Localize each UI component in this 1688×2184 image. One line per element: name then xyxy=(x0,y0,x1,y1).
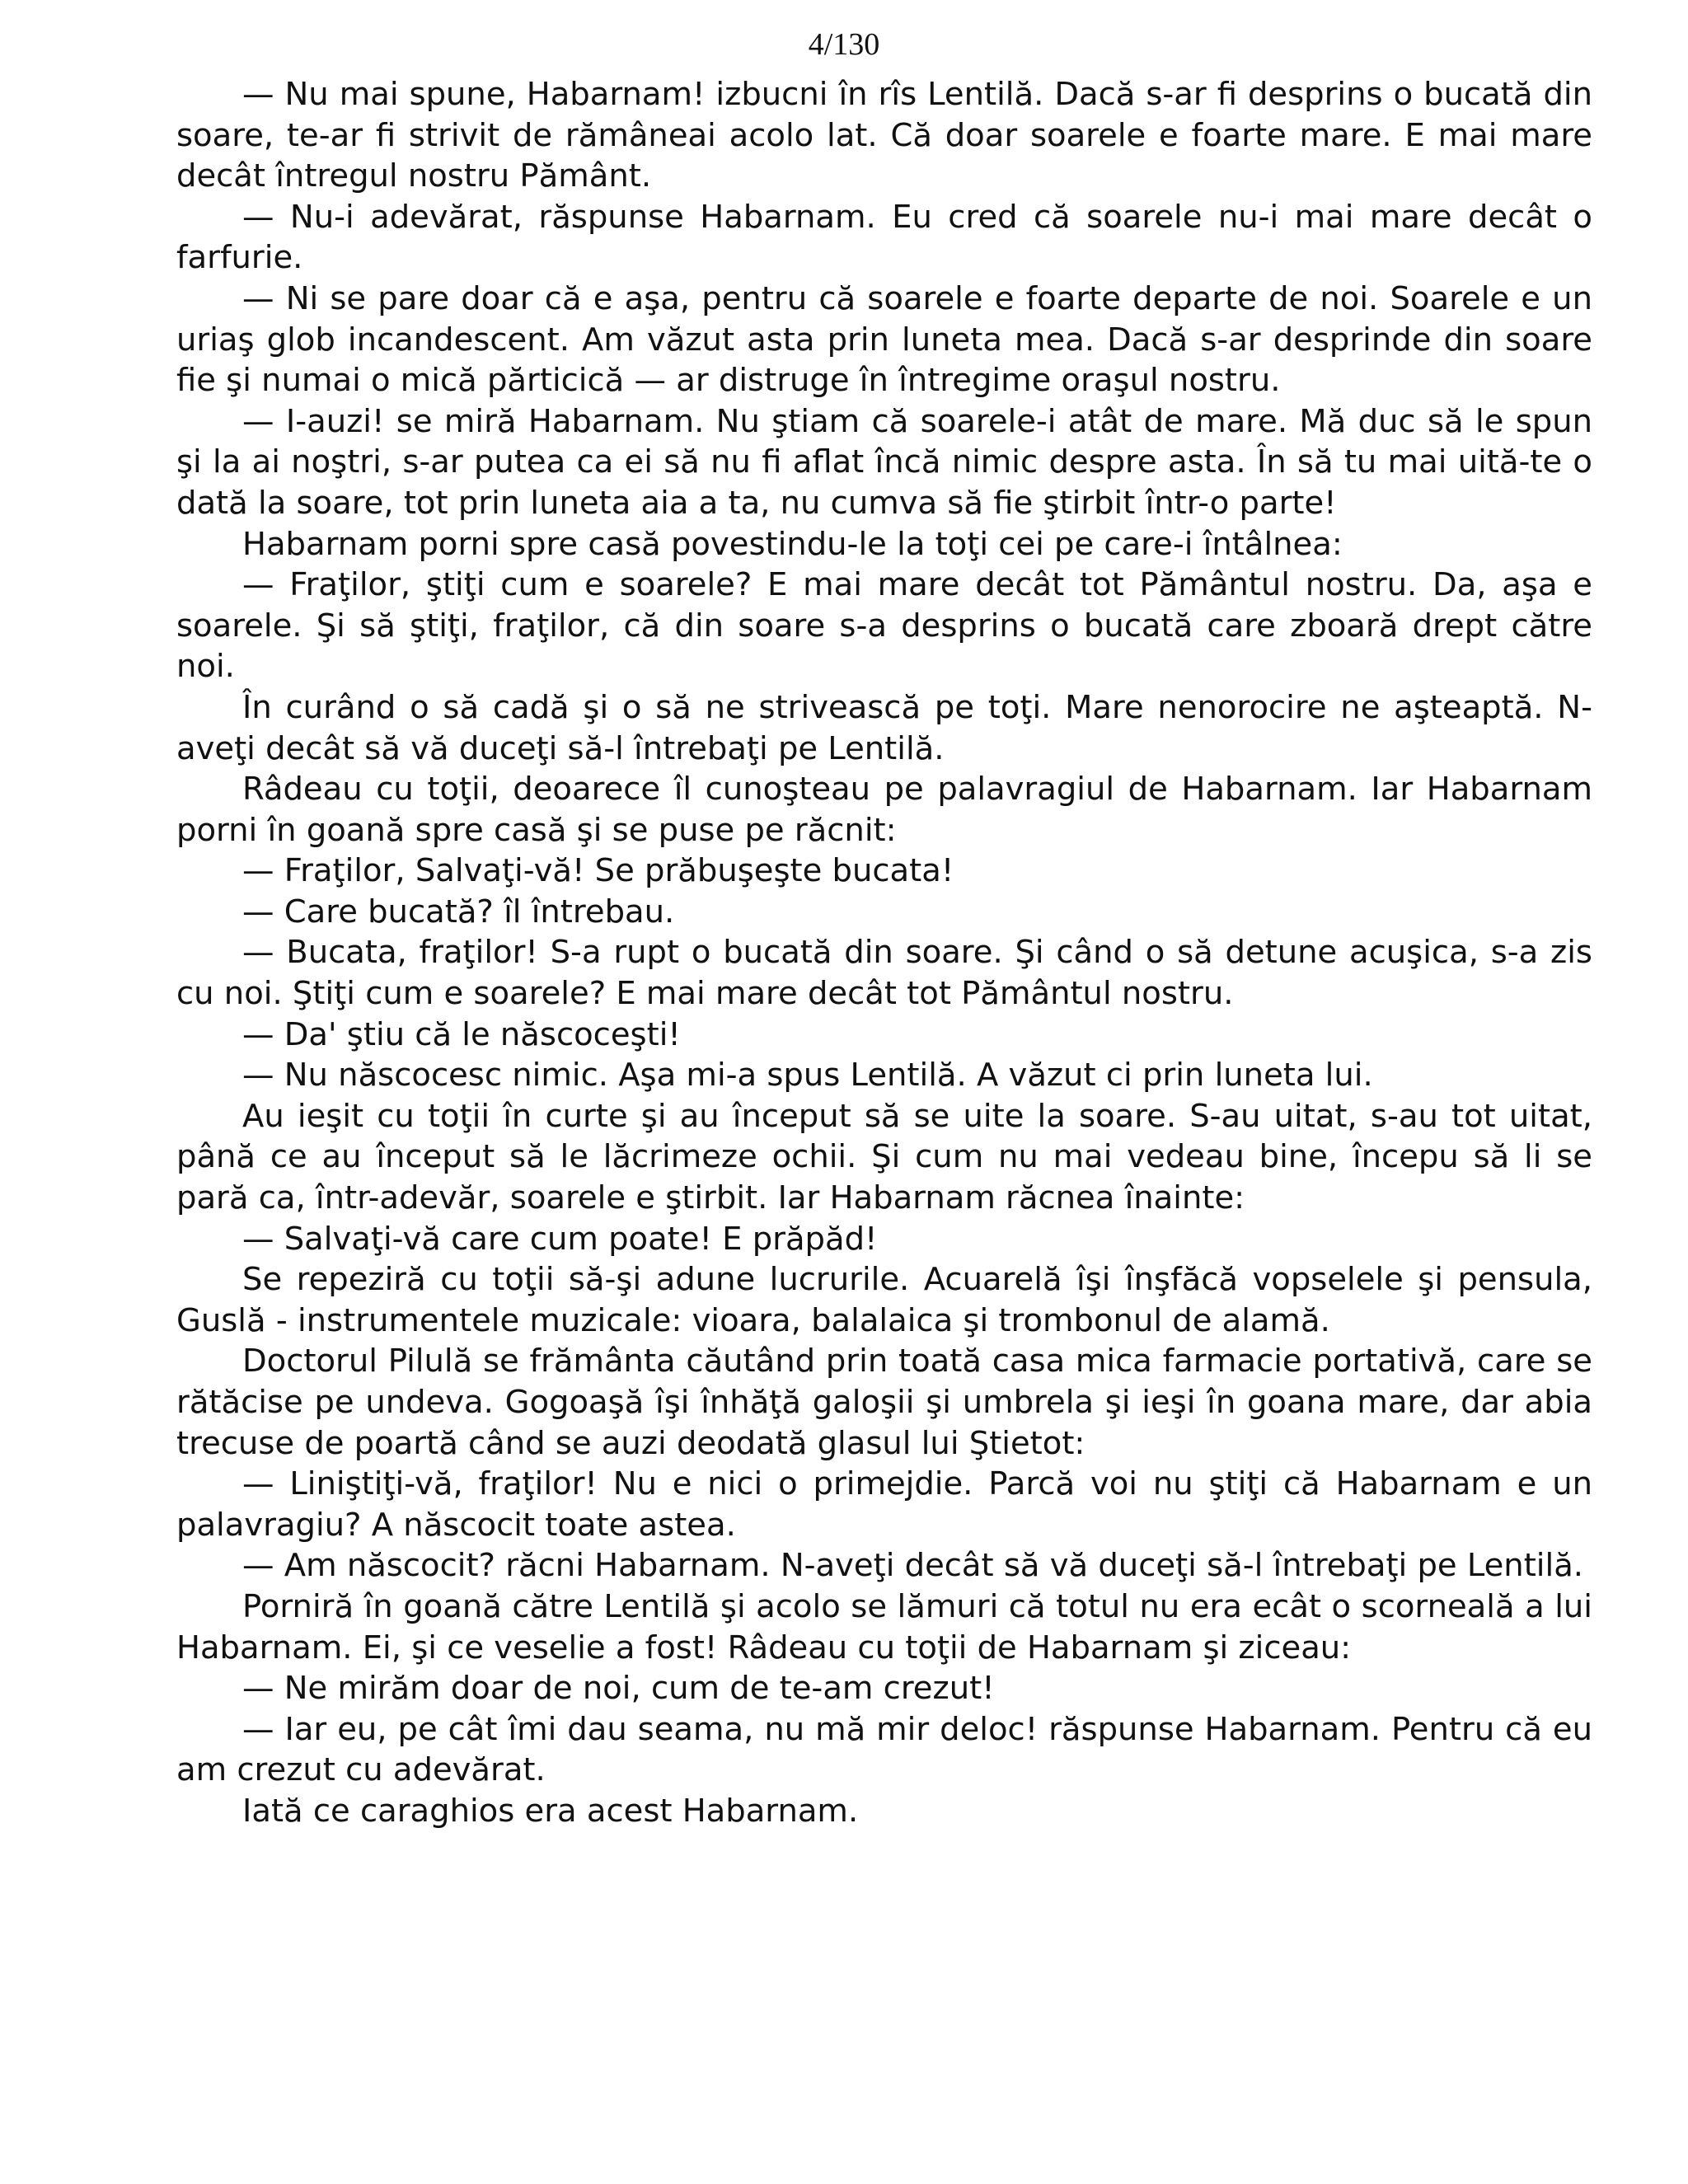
paragraph: Se repeziră cu toţii să-şi adune lucrurile. Acuarelă îşi înşfăcă vopselele şi pensula, Guslă - instrumentele muzicale: vioara, balalaica şi trombonul de alamă. xyxy=(176,1261,1592,1339)
paragraph: Porniră în goană către Lentilă şi acolo se lămuri că totul nu era ecât o scorneală a lui Habarnam. Ei, şi ce veselie a fost! Râdeau cu toţii de Habarnam şi ziceau: xyxy=(176,1587,1592,1666)
paragraph: — Liniştiţi-vă, fraţilor! Nu e nici o primejdie. Parcă voi nu ştiţi că Habarnam e un palavragiu? A născocit toate astea. xyxy=(176,1465,1592,1544)
paragraph: — Nu-i adevărat, răspunse Habarnam. Eu cred că soarele nu-i mai mare decât o farfurie. xyxy=(176,198,1592,277)
paragraph: Doctorul Pilulă se frământa căutând prin toată casa mica farmacie portativă, care se rătăcise pe undeva. Gogoaşă îşi înhăţă galoşii şi umbrela şi ieşi în goana mare, dar abia trecuse de poartă când se auzi deodată glasul lui Ştietot: xyxy=(176,1343,1592,1462)
paragraph: — Nu născocesc nimic. Aşa mi-a spus Lentilă. A văzut ci prin luneta lui. xyxy=(242,1057,1373,1094)
paragraph: — Salvaţi-vă care cum poate! E prăpăd! xyxy=(242,1220,878,1258)
page-number: 4/130 xyxy=(808,27,880,62)
paragraph: — Iar eu, pe cât îmi dau seama, nu mă mir deloc! răspunse Habarnam. Pentru că eu am crezut cu adevărat. xyxy=(176,1710,1592,1789)
paragraph: Râdeau cu toţii, deoarece îl cunoşteau pe palavragiul de Habarnam. Iar Habarnam porni în goană spre casă şi se puse pe răcnit: xyxy=(176,771,1592,849)
paragraph: — Ni se pare doar că e aşa, pentru că soarele e foarte departe de noi. Soarele e un uriaş glob incandescent. Am văzut asta prin luneta mea. Dacă s-ar desprinde din soare fie şi numai o mică părticică — ar distruge în întregime oraşul nostru. xyxy=(176,279,1592,400)
paragraph: — Am născocit? răcni Habarnam. N-aveţi decât să vă duceţi să-l întrebaţi pe Lentilă. xyxy=(242,1547,1584,1585)
paragraph: — Care bucată? îl întrebau. xyxy=(242,893,675,930)
paragraph: — Fraţilor, ştiţi cum e soarele? E mai mare decât tot Pământul nostru. Da, aşa e soarele. Şi să ştiţi, fraţilor, că din soare s-a desprins o bucată care zboară drept către noi. xyxy=(176,566,1592,686)
paragraph: Iată ce caraghios era acest Habarnam. xyxy=(242,1792,859,1830)
text-body xyxy=(176,74,1592,1832)
paragraph: — Bucata, fraţilor! S-a rupt o bucată din soare. Şi când o să detune acuşica, s-a zis cu noi. Ştiţi cum e soarele? E mai mare decât tot Pământul nostru. xyxy=(176,934,1592,1013)
paragraph: În curând o să cadă şi o să ne strivească pe toţi. Mare nenorocire ne aşteaptă. N-aveţi decât să vă duceţi să-l întrebaţi pe Lentilă. xyxy=(176,688,1592,767)
paragraph: — I-auzi! se miră Habarnam. Nu ştiam că soarele-i atât de mare. Mă duc să le spun şi la ai noştri, s-ar putea ca ei să nu fi aflat încă nimic despre asta. În să tu mai uită-te o dată la soare, tot prin luneta aia a ta, nu cumva să fie ştirbit într-o parte! xyxy=(176,402,1592,522)
paragraph: — Ne mirăm doar de noi, cum de te-am crezut! xyxy=(242,1670,995,1708)
paragraph: — Da' ştiu că le născoceşti! xyxy=(242,1015,681,1053)
paragraph: — Nu mai spune, Habarnam! izbucni în rîs Lentilă. Dacă s-ar fi desprins o bucată din soare, te-ar fi strivit de rămâneai acolo lat. Că doar soarele e foarte mare. E mai mare decât întregul nostru Pământ. xyxy=(176,76,1592,195)
paragraph: — Fraţilor, Salvaţi-vă! Se prăbuşeşte bucata! xyxy=(242,852,954,890)
paragraph: Habarnam porni spre casă povestindu-le la toţi cei pe care-i întâlnea: xyxy=(242,525,1343,563)
paragraph: Au ieşit cu toţii în curte şi au început să se uite la soare. S-au uitat, s-au tot uitat, până ce au început să le lăcrimeze ochii. Şi cum nu mai vedeau bine, începu să li se pară ca, într-adevăr, soarele e ştirbit. Iar Habarnam răcnea înainte: xyxy=(176,1097,1592,1217)
